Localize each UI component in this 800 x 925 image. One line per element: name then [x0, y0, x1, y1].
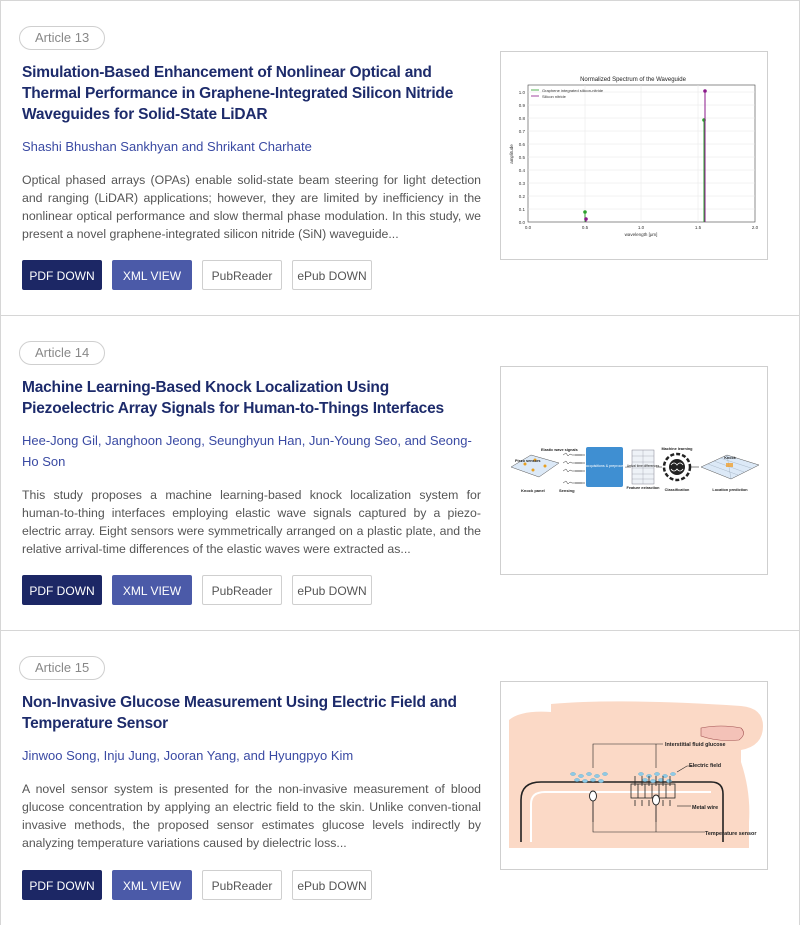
- y-tick: 0.9: [518, 103, 525, 108]
- finger-shape: [509, 701, 763, 848]
- label-feature: Feature extraction: [626, 486, 660, 490]
- label-temp-sensor: Temperature sensor: [705, 831, 757, 837]
- plot-frame: [528, 85, 755, 222]
- xml-view-button[interactable]: XML VIEW: [112, 260, 192, 290]
- label-piezo: Piezo sensors: [515, 459, 541, 463]
- article-figure-thumbnail[interactable]: [500, 366, 768, 575]
- article-abstract: Optical phased arrays (OPAs) enable solid-state beam steering for light detection and ranging (LiDAR) applications; however, they are limited by inefficiency in the nonlinear optical performance and slow thermal phase modulation. In this study, we present a novel graphene-integrated silicon nitride (SiN) waveguide...: [22, 173, 481, 241]
- article-card: [1, 1, 799, 316]
- legend-label-graphene: Graphene integrated silicon-nitride: [542, 88, 604, 93]
- y-tick: 0.4: [518, 168, 525, 173]
- article-number-badge: Article 15: [19, 656, 105, 680]
- label-ml: Machine learning: [661, 447, 693, 451]
- y-tick: 0.0: [518, 220, 525, 225]
- pubreader-button[interactable]: PubReader: [202, 575, 282, 605]
- x-tick: 1.5: [694, 225, 702, 230]
- article-authors: Shashi Bhushan Sankhyan and Shrikant Charhate: [22, 139, 312, 154]
- pdf-download-button[interactable]: PDF DOWN: [22, 575, 102, 605]
- y-tick: 0.8: [518, 116, 525, 121]
- article-card: [1, 631, 799, 925]
- point-sin-2: [703, 89, 707, 93]
- grid-lines: [528, 85, 755, 222]
- article-number-badge: Article 14: [19, 341, 105, 365]
- brain-icon: [669, 459, 685, 475]
- article-authors: Hee-Jong Gil, Janghoon Jeong, Seunghyun Han, Jun-Young Seo, and Seong-Ho Son: [22, 433, 472, 469]
- figure-title: Normalized Spectrum of the Waveguide: [580, 77, 686, 83]
- article-title-link[interactable]: Simulation-Based Enhancement of Nonlinear Optical and Thermal Performance in Graphene-Integrated Silicon Nitride Waveguides for Solid-State LiDAR: [22, 64, 454, 123]
- spectrum-figure: [501, 52, 768, 260]
- article-card: [1, 316, 799, 631]
- article-title-link[interactable]: Non-Invasive Glucose Measurement Using Electric Field and Temperature Sensor: [22, 694, 457, 732]
- epub-download-button[interactable]: ePub DOWN: [292, 870, 372, 900]
- label-interstitial: Interstitial fluid glucose: [665, 742, 726, 748]
- pubreader-button[interactable]: PubReader: [202, 260, 282, 290]
- epub-download-button[interactable]: ePub DOWN: [292, 575, 372, 605]
- label-electric-field: Electric field: [689, 763, 722, 769]
- point-sin-1: [584, 217, 588, 221]
- y-tick: 0.1: [518, 207, 525, 212]
- article-actions: [22, 575, 372, 605]
- article-actions: [22, 260, 372, 290]
- x-tick: 2.0: [751, 225, 759, 230]
- label-classification: Classification: [664, 488, 690, 492]
- glucose-sensor-figure: [501, 682, 768, 870]
- x-axis-label: wavelength [μm]: [624, 232, 658, 237]
- article-abstract: This study proposes a machine learning-based knock localization system for human-to-thing interfaces employing elastic wave signals captured by a piezo-electric array. Eight sensors were symmetrically arranged on a plastic plate, and the relative arrival-time differences of the elastic waves were extracted as...: [22, 488, 481, 556]
- article-figure-thumbnail[interactable]: [500, 51, 768, 260]
- epub-download-button[interactable]: ePub DOWN: [292, 260, 372, 290]
- pubreader-button[interactable]: PubReader: [202, 870, 282, 900]
- label-data-acq: Data acquisitions & preprocessing: [577, 464, 632, 468]
- article-actions: [22, 870, 372, 900]
- x-tick: 0.0: [524, 225, 532, 230]
- predicted-location-cell: [726, 463, 733, 467]
- label-sensing: Sensing: [559, 488, 575, 493]
- point-graphene-1: [583, 210, 587, 214]
- label-elastic-wave: Elastic wave signals: [541, 448, 578, 452]
- article-abstract: A novel sensor system is presented for the non-invasive measurement of blood glucose concentration by applying an electric field to the skin. Unlike conven-tional invasive methods, the proposed sensor estimates glucose levels indirectly by analyzing temperature variations caused by dielectric loss...: [22, 782, 481, 850]
- signal-traces: [563, 453, 582, 484]
- xml-view-button[interactable]: XML VIEW: [112, 870, 192, 900]
- article-title-link[interactable]: Machine Learning-Based Knock Localization Using Piezoelectric Array Signals for Human-to-Things Interfaces: [22, 379, 444, 417]
- x-tick: 0.5: [581, 225, 589, 230]
- label-arrival: Arrival time differences: [626, 464, 660, 468]
- pdf-download-button[interactable]: PDF DOWN: [22, 260, 102, 290]
- x-tick: 1.0: [637, 225, 645, 230]
- y-tick: 0.3: [518, 181, 525, 186]
- y-tick: 0.5: [518, 155, 525, 160]
- label-metal-wire: Metal wire: [692, 805, 719, 811]
- pdf-download-button[interactable]: PDF DOWN: [22, 870, 102, 900]
- y-tick: 0.2: [518, 194, 525, 199]
- xml-view-button[interactable]: XML VIEW: [112, 575, 192, 605]
- label-knock: Knock: [724, 456, 736, 460]
- article-number-badge: Article 13: [19, 26, 105, 50]
- y-tick: 1.0: [518, 90, 525, 95]
- legend-label-sin: Silicon nitride: [542, 94, 566, 99]
- y-tick: 0.7: [518, 129, 525, 134]
- label-location: Location prediction: [712, 488, 748, 492]
- article-figure-thumbnail[interactable]: [500, 681, 768, 870]
- article-authors: Jinwoo Song, Inju Jung, Jooran Yang, and Hyungpyo Kim: [22, 748, 354, 763]
- label-knock-panel: Knock panel: [521, 488, 545, 493]
- y-tick: 0.6: [518, 142, 525, 147]
- y-axis-label: amplitude: [509, 144, 514, 164]
- knock-localization-figure: [501, 367, 768, 575]
